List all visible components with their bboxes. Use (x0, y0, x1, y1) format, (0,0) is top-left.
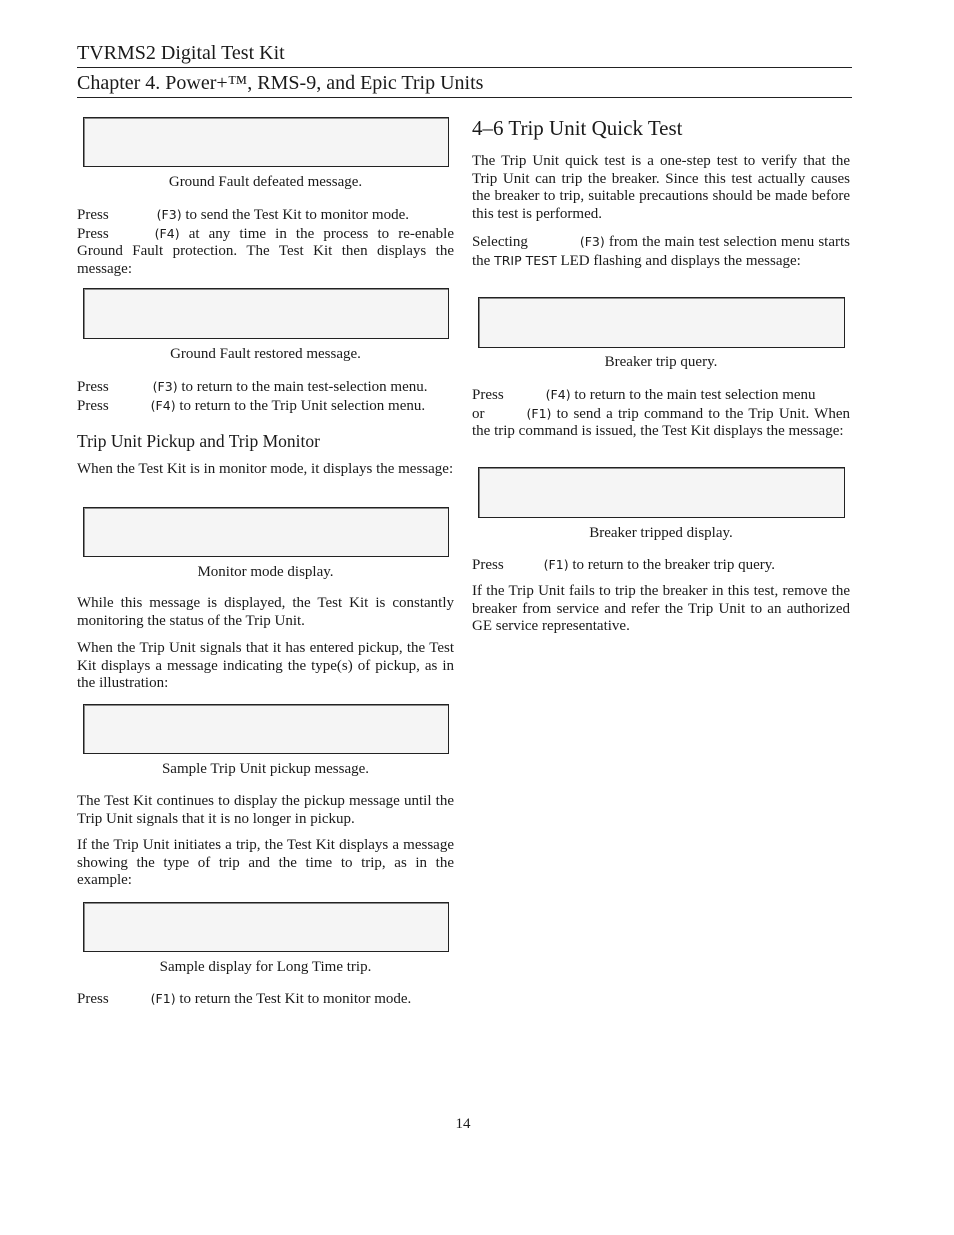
lcd-display-breaker-tripped (478, 467, 845, 518)
figure-caption: Ground Fault defeated message. (168, 174, 363, 190)
key-f4: (F4) (154, 225, 180, 241)
page-number: 14 (455, 1116, 471, 1132)
figure-caption: Breaker trip query. (604, 354, 718, 370)
section-heading: Trip Unit Pickup and Trip Monitor (77, 431, 320, 451)
key-f4: (F4) (545, 387, 571, 402)
paragraph: When the Test Kit is in monitor mode, it displays the message: (77, 461, 454, 477)
lcd-display-monitor-mode (83, 507, 449, 557)
figure-caption: Sample display for Long Time trip. (159, 959, 372, 975)
paragraph-return-monitor: Press (F1) to return the Test Kit to monitor mode. (77, 991, 412, 1007)
paragraph: If the Trip Unit fails to trip the breaker in this test, remove the breaker from service and refer the Trip Unit to an authorized GE service representative. (472, 583, 850, 635)
lcd-display-pickup-message (83, 704, 449, 754)
lcd-display-breaker-trip-query (478, 297, 845, 348)
key-f1: (F1) (526, 405, 552, 421)
lcd-display-ground-fault-restored (83, 288, 449, 339)
header-rule-bottom (77, 97, 852, 98)
section-heading-quick-test: 4–6 Trip Unit Quick Test (472, 116, 683, 140)
figure-caption: Ground Fault restored message. (170, 346, 361, 362)
paragraph: When the Trip Unit signals that it has entered pickup, the Test Kit displays a message indicating the type(s) of pickup, as in the illustration: (77, 640, 454, 692)
key-f1: (F1) (150, 991, 176, 1006)
key-f3: (F3) (156, 207, 182, 222)
lcd-display-ground-fault-defeated (83, 117, 449, 167)
key-f1: (F1) (543, 557, 569, 572)
paragraph-return-keys: Press (F3) to return to the main test-selection menu. Press (F4) to return to the Trip Unit selection menu. (77, 379, 428, 414)
key-f3: (F3) (152, 379, 178, 394)
trip-test-led-label: TRIP TEST (494, 252, 557, 268)
paragraph: While this message is displayed, the Test Kit is constantly monitoring the status of the Trip Unit. (77, 595, 454, 629)
paragraph: If the Trip Unit initiates a trip, the Test Kit displays a message showing the type of trip and the time to trip, as in the example: (77, 837, 454, 889)
figure-caption: Monitor mode display. (197, 564, 334, 580)
paragraph: The Test Kit continues to display the pickup message until the Trip Unit signals that it is no longer in pickup. (77, 793, 454, 827)
paragraph-return-query: Press (F1) to return to the breaker trip query. (472, 557, 776, 573)
paragraph-trip-command: Press (F4) to return to the main test selection menu or (F1) to send a trip command to the Trip Unit. When the trip command is issued, the Test Kit displays the message: (472, 387, 850, 440)
paragraph: The Trip Unit quick test is a one-step test to verify that the Trip Unit can trip the breaker. Since this test actually causes the breaker to trip, suitable precautions should be made before this test is performed. (472, 153, 850, 222)
document-title: TVRMS2 Digital Test Kit (77, 42, 285, 64)
figure-caption: Sample Trip Unit pickup message. (161, 761, 370, 777)
key-f4: (F4) (150, 397, 176, 413)
lcd-display-long-time-trip (83, 902, 449, 952)
key-f3: (F3) (579, 234, 605, 249)
chapter-title: Chapter 4. Power+™, RMS-9, and Epic Trip Units (77, 72, 484, 94)
paragraph-selecting-f3: Selecting (F3) from the main test selection menu starts the TRIP TEST LED flashing and displays the message: (472, 234, 850, 269)
paragraph-monitor-mode-keys: Press (F3) to send the Test Kit to monitor mode. Press (F4) at any time in the process to re-enable Ground Fault protection. The Test Kit then displays the message: (77, 207, 455, 277)
figure-caption: Breaker tripped display. (589, 525, 733, 541)
header-rule-top (77, 67, 852, 68)
